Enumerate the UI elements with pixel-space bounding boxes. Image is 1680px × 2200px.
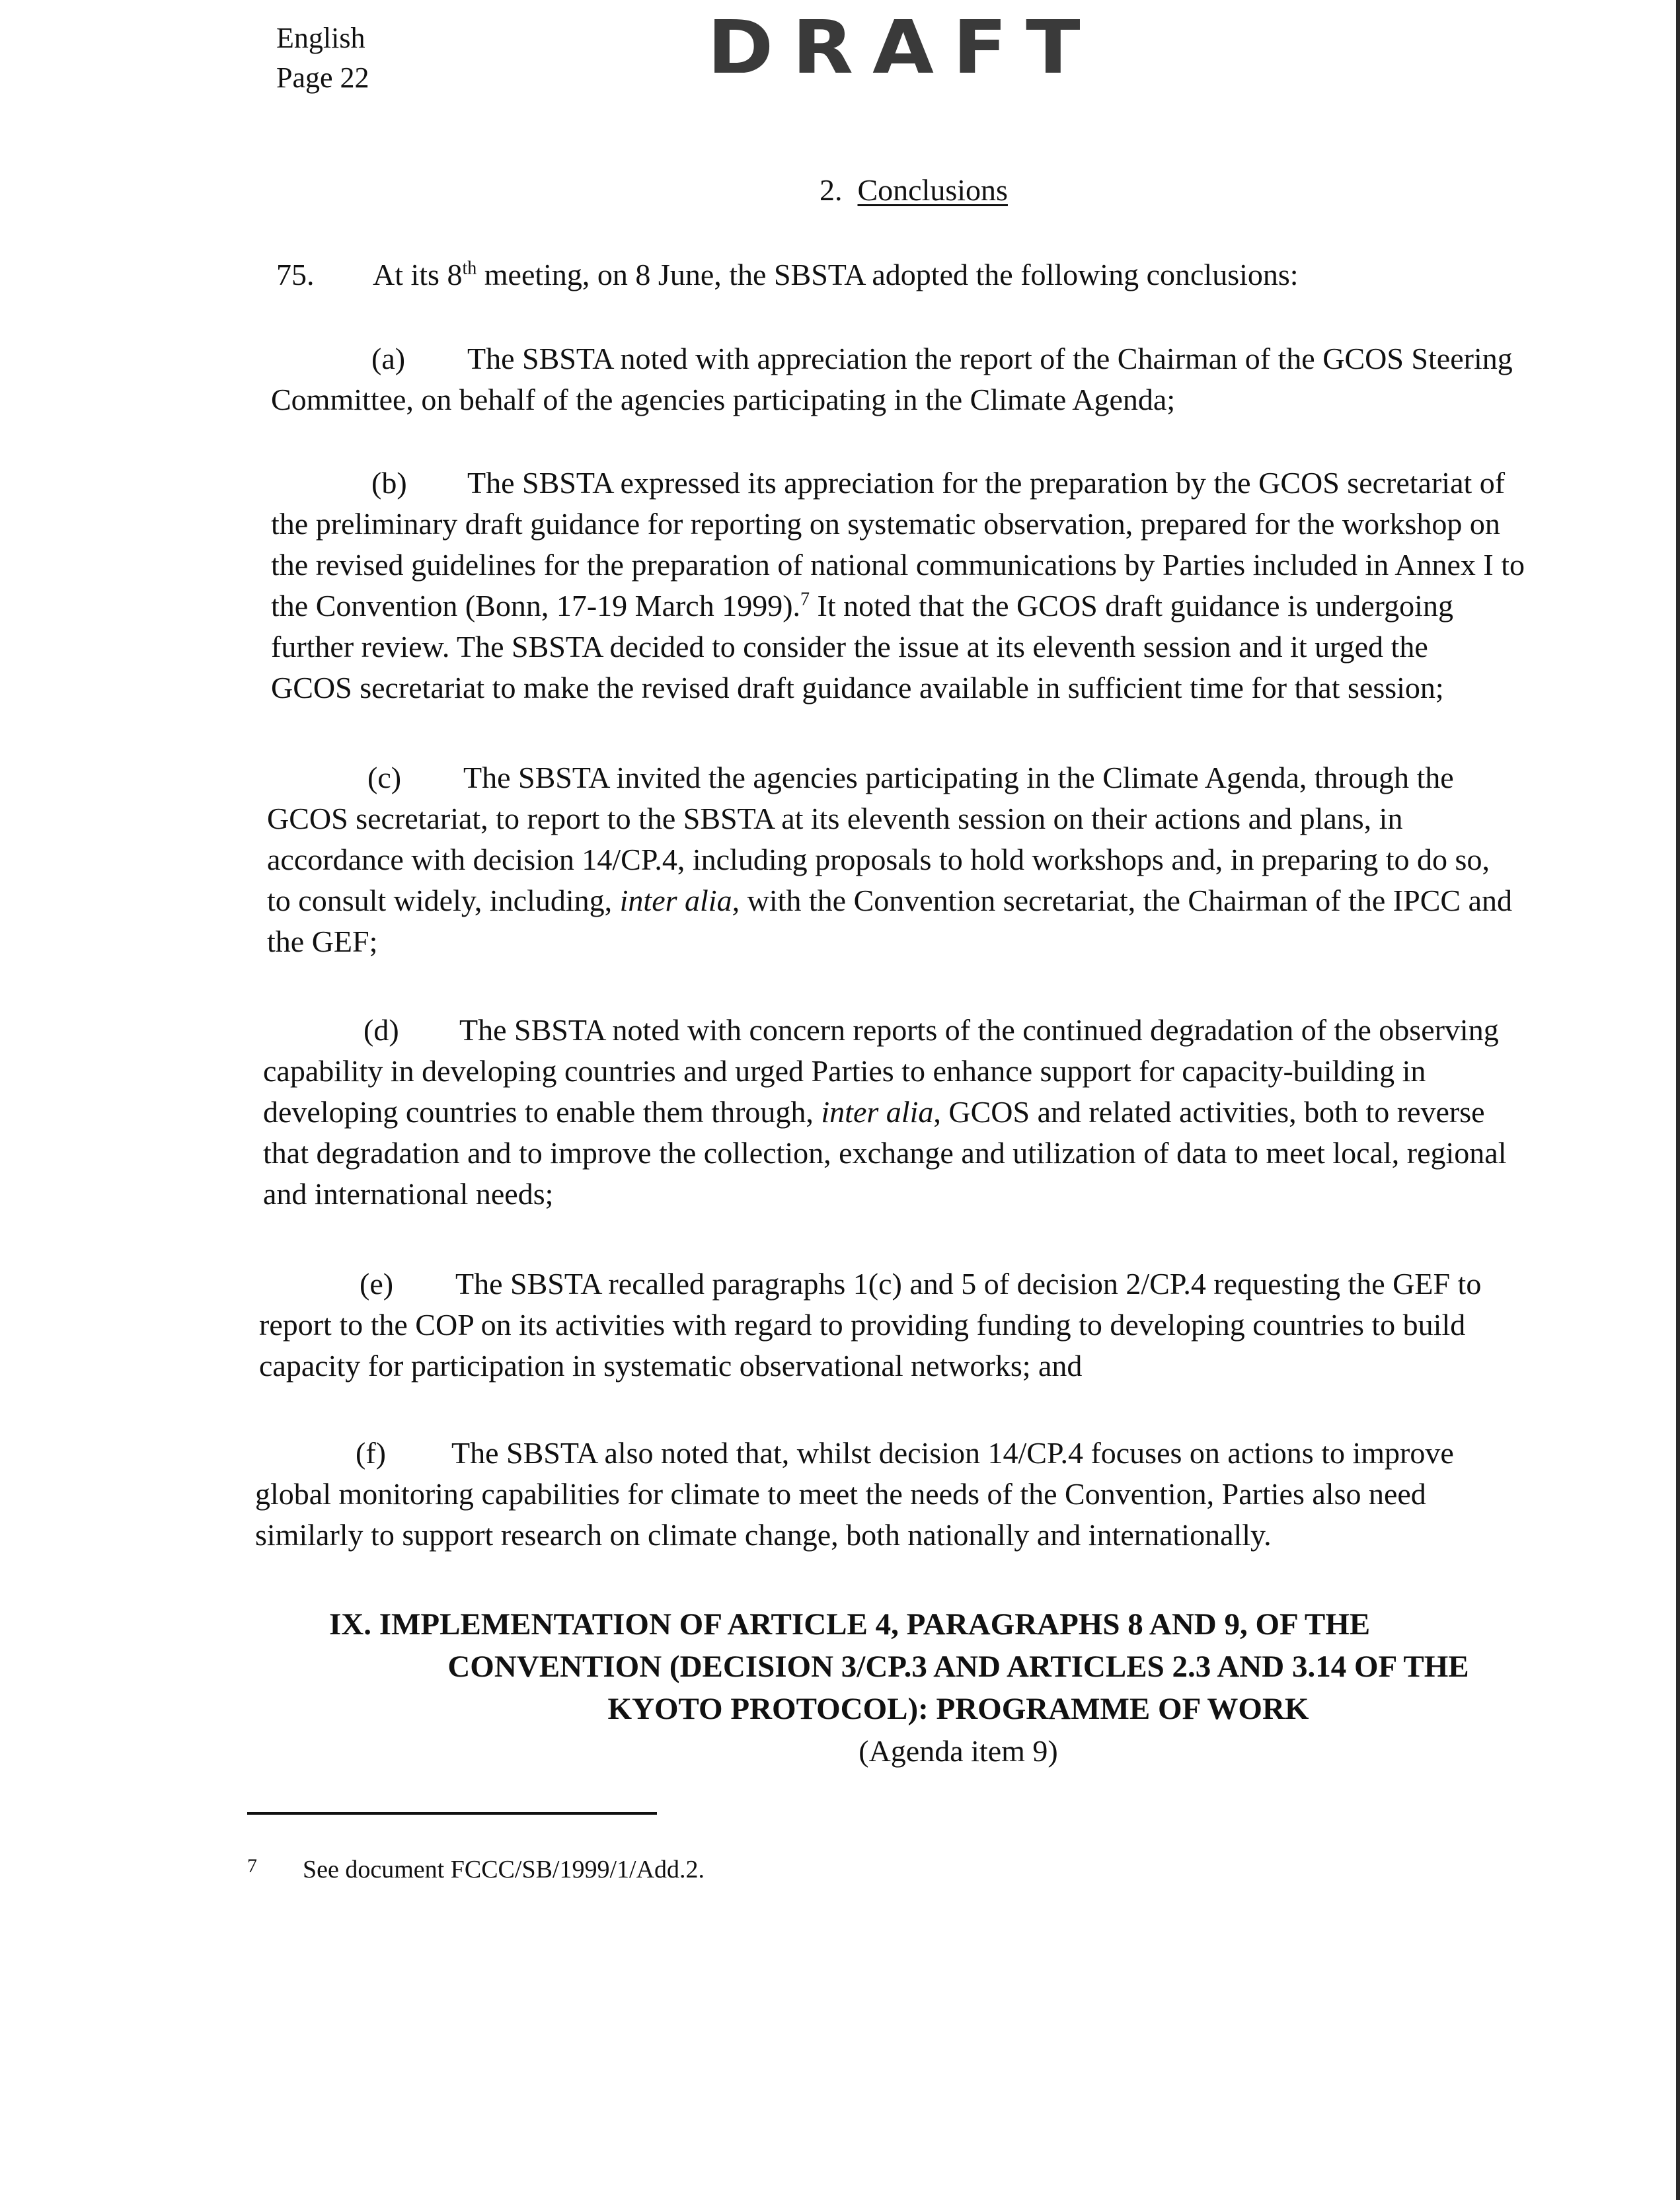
item-text-line-tail: It noted that the GCOS draft guidance is undergoing xyxy=(810,589,1453,623)
conclusion-e xyxy=(259,1264,1481,1386)
footnote-number: 7 xyxy=(247,1855,257,1877)
item-text-line: The SBSTA expressed its appreciation for the preparation by the GCOS secretariat of xyxy=(467,466,1506,500)
item-text-line: The SBSTA recalled paragraphs 1(c) and 5 of decision 2/CP.4 requesting the GEF to xyxy=(455,1267,1482,1301)
section-title: Conclusions xyxy=(857,173,1008,207)
item-letter: (c) xyxy=(367,761,402,794)
agenda-item-heading xyxy=(264,1603,1573,1730)
page-edge xyxy=(1676,0,1680,2200)
header-language: English xyxy=(276,22,365,54)
conclusion-c xyxy=(267,757,1512,962)
conclusion-b xyxy=(271,463,1525,708)
item-text-line: the Convention (Bonn, 17-19 March 1999). xyxy=(271,589,801,623)
conclusion-a xyxy=(271,338,1513,420)
heading-line: CONVENTION (DECISION 3/CP.3 AND ARTICLES 2.3 AND 3.14 OF THE xyxy=(447,1650,1469,1684)
item-letter: (e) xyxy=(360,1267,394,1301)
footnote xyxy=(247,1853,705,1886)
item-text-line: the GEF; xyxy=(267,925,378,958)
item-letter: (a) xyxy=(371,342,406,375)
item-text-line: GCOS secretariat to make the revised draft guidance available in sufficient time for that session; xyxy=(271,671,1444,704)
item-text-line: accordance with decision 14/CP.4, including proposals to hold workshops and, in preparing to do so, xyxy=(267,843,1490,876)
paragraph-number: 75. xyxy=(276,258,315,291)
section-heading xyxy=(820,171,1008,210)
conclusion-f xyxy=(255,1433,1454,1556)
item-text-line: GCOS secretariat, to report to the SBSTA at its eleventh session on their actions and plans, in xyxy=(267,802,1403,835)
header-page-number: Page 22 xyxy=(276,61,369,94)
item-text-line: The SBSTA noted with concern reports of the continued degradation of the observing xyxy=(459,1013,1499,1047)
item-text-line: The SBSTA invited the agencies participating in the Climate Agenda, through the xyxy=(463,761,1454,794)
heading-line: KYOTO PROTOCOL): PROGRAMME OF WORK xyxy=(607,1692,1309,1726)
ordinal-suffix: th xyxy=(462,258,477,279)
item-text-line: the revised guidelines for the preparation of national communications by Parties included in Annex I to xyxy=(271,548,1525,582)
item-text-line: The SBSTA noted with appreciation the report of the Chairman of the GCOS Steering xyxy=(467,342,1513,375)
item-text-line: the preliminary draft guidance for reporting on systematic observation, prepared for the workshop on xyxy=(271,507,1500,541)
paragraph-75 xyxy=(276,255,1299,295)
item-text-line: capacity for participation in systematic observational networks; and xyxy=(259,1349,1083,1383)
conclusion-d xyxy=(263,1010,1507,1215)
item-text-line: capability in developing countries and urged Parties to enhance support for capacity-building in xyxy=(263,1054,1426,1088)
footnote-reference[interactable]: 7 xyxy=(800,589,810,610)
item-text-line-tail: with the Convention secretariat, the Chairman of the IPCC and xyxy=(740,884,1512,917)
item-letter: (f) xyxy=(356,1436,386,1470)
item-text-line: similarly to support research on climate change, both nationally and internationally. xyxy=(255,1518,1272,1552)
heading-line: IX. IMPLEMENTATION OF ARTICLE 4, PARAGRAPHS 8 AND 9, OF THE xyxy=(329,1607,1371,1642)
item-text-line: global monitoring capabilities for climate to meet the needs of the Convention, Parties also need xyxy=(255,1477,1426,1511)
item-text-line: that degradation and to improve the collection, exchange and utilization of data to meet local, regional xyxy=(263,1136,1507,1170)
footnote-text: See document FCCC/SB/1999/1/Add.2. xyxy=(303,1856,705,1883)
footnote-separator xyxy=(247,1812,657,1815)
section-number: 2. xyxy=(820,173,843,207)
italic-phrase: inter alia, xyxy=(619,884,740,917)
draft-stamp: DRAFT xyxy=(707,12,1099,73)
item-letter: (d) xyxy=(363,1013,399,1047)
paragraph-text-end: meeting, on 8 June, the SBSTA adopted the following conclusions: xyxy=(477,258,1299,291)
item-text-line: further review. The SBSTA decided to consider the issue at its eleventh session and it urged the xyxy=(271,630,1428,664)
paragraph-text-start: At its 8 xyxy=(373,258,463,291)
item-text-line: to consult widely, including, xyxy=(267,884,620,917)
item-text-line: report to the COP on its activities with regard to providing funding to developing countries to build xyxy=(259,1308,1466,1342)
item-text-line: developing countries to enable them through, xyxy=(263,1095,821,1129)
item-text-line: Committee, on behalf of the agencies participating in the Climate Agenda; xyxy=(271,383,1176,416)
item-text-line: and international needs; xyxy=(263,1177,554,1211)
agenda-item-reference: (Agenda item 9) xyxy=(859,1734,1058,1768)
item-text-line: The SBSTA also noted that, whilst decision 14/CP.4 focuses on actions to improve xyxy=(451,1436,1454,1470)
item-letter: (b) xyxy=(371,466,407,500)
page-header xyxy=(276,19,369,98)
item-text-line-tail: , GCOS and related activities, both to reverse xyxy=(933,1095,1485,1129)
italic-phrase: inter alia xyxy=(821,1095,934,1129)
